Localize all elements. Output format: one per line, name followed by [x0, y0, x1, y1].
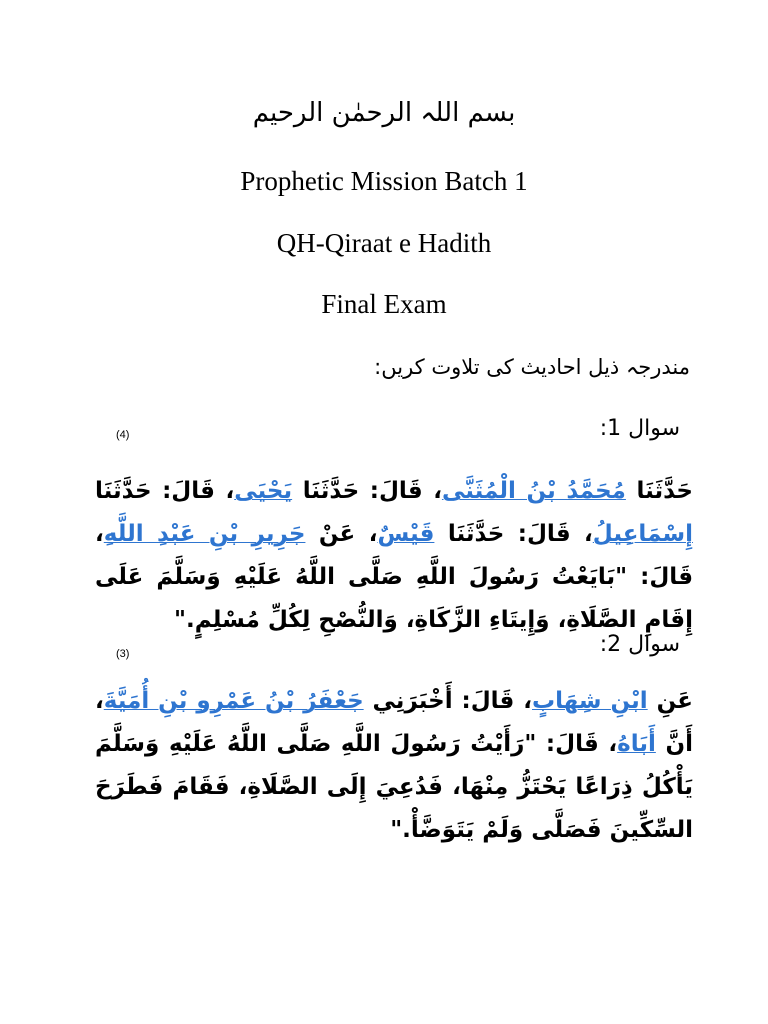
narrator-link[interactable]: إِسْمَاعِيلُ: [592, 521, 693, 547]
hadith-text-segment: ، قَالَ: أَخْبَرَنِي: [363, 688, 532, 714]
narrator-link[interactable]: مُحَمَّدُ بْنُ الْمُثَنَّى: [441, 478, 626, 504]
hadith-text-segment: ، قَالَ: حَدَّثَنَا: [434, 521, 593, 547]
hadith-text-segment: ، قَالَ: حَدَّثَنَا: [95, 478, 235, 504]
question-1-heading: سوال 1:: [599, 416, 680, 441]
exam-instruction: مندرجہ ذیل احادیث کی تلاوت کریں:: [374, 355, 690, 379]
narrator-link[interactable]: ابْنِ شِهَابٍ: [532, 688, 648, 714]
basmala: بسم اللہ الرحمٰن الرحیم: [252, 98, 516, 128]
hadith-text-segment: ، قَالَ: حَدَّثَنَا: [292, 478, 442, 504]
hadith-text-segment: ، قَالَ: "بَايَعْتُ رَسُولَ اللَّهِ صَلَّى اللَّهُ عَلَيْهِ وَسَلَّمَ عَلَى إِقَامِ الصَّلَاةِ، وَإِيتَاءِ الزَّكَاةِ، وَالنُّصْحِ لِكُلِّ مُسْلِمٍ.": [95, 521, 693, 633]
question-1-marks: (4): [116, 429, 130, 441]
question-2-hadith-text: [95, 680, 693, 852]
question-1-hadith-text: [95, 470, 693, 642]
exam-title: Final Exam: [321, 289, 447, 319]
narrator-link[interactable]: جَرِيرِ بْنِ عَبْدِ اللَّهِ: [103, 521, 306, 547]
question-2-heading: سوال 2:: [599, 632, 680, 657]
narrator-link[interactable]: أَبَاهُ: [617, 731, 656, 757]
hadith-text-segment: ، قَالَ: "رَأَيْتُ رَسُولَ اللَّهِ صَلَّى اللَّهُ عَلَيْهِ وَسَلَّمَ يَأْكُلُ ذِرَاعًا يَحْتَزُّ مِنْهَا، فَدُعِيَ إِلَى الصَّلَاةِ، فَقَامَ فَطَرَحَ السِّكِّينَ فَصَلَّى وَلَمْ يَتَوَضَّأْ.": [95, 731, 693, 843]
narrator-link[interactable]: جَعْفَرُ بْنُ عَمْرِو بْنِ أُمَيَّةَ: [103, 688, 364, 714]
hadith-text-segment: عَنِ: [647, 688, 693, 714]
hadith-text-segment: ، أَنَّ: [95, 688, 693, 757]
hadith-text-segment: ، عَنْ: [305, 521, 378, 547]
course-title: QH-Qiraat e Hadith: [276, 228, 492, 258]
batch-title: Prophetic Mission Batch 1: [240, 166, 528, 196]
narrator-link[interactable]: قَيْسٌ: [377, 521, 435, 547]
hadith-text-segment: حَدَّثَنَا: [625, 478, 694, 504]
narrator-link[interactable]: يَحْيَى: [234, 478, 293, 504]
question-2-marks: (3): [116, 648, 130, 660]
